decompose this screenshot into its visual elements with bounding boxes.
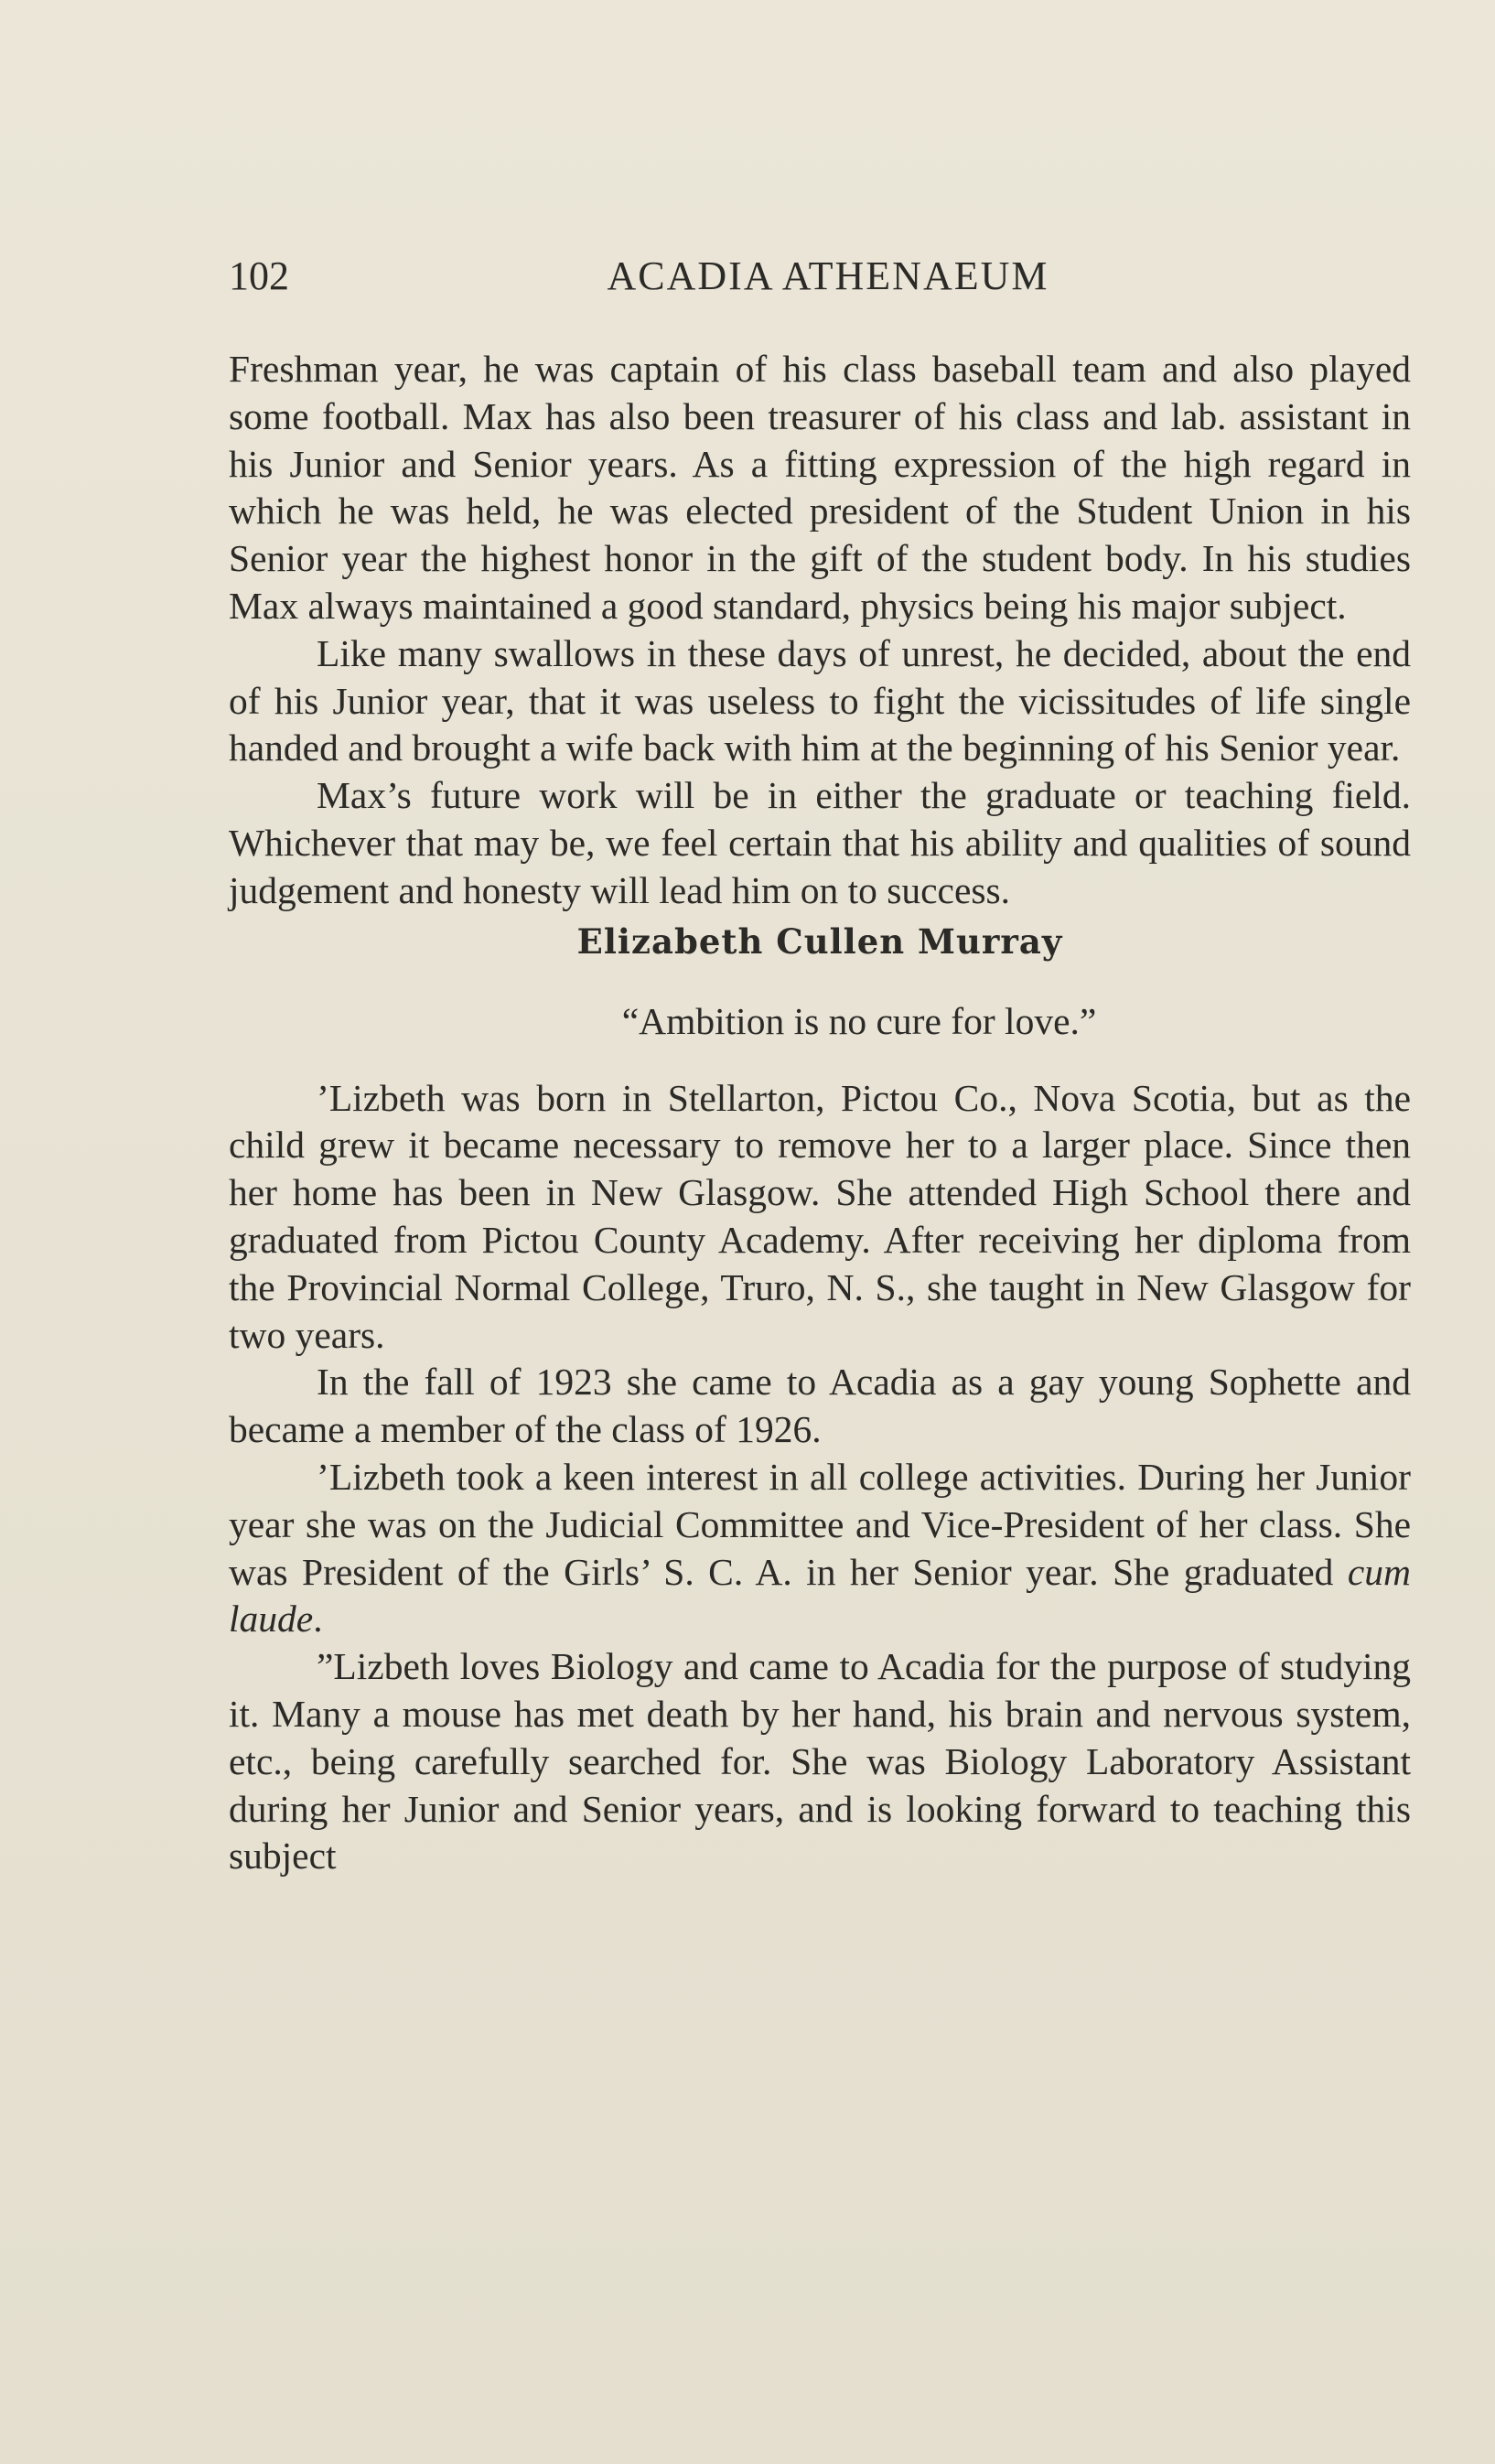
running-title: ACADIA ATHENAEUM xyxy=(607,253,1049,298)
epigraph: “Ambition is no cure for love.” xyxy=(621,999,1097,1042)
page-header xyxy=(229,249,1409,304)
body-text xyxy=(229,346,1411,1880)
paragraph: ’Lizbeth was born in Stellarton, Pictou Co., Nova Scotia, but as the child grew it became necessary to remove her to a larger place. Since then her home has been in New Glasgow. She attended High School there and graduated from Pictou County Academy. After receiving her diploma from the Provincial Normal College, Truro, N. S., she taught in New Glasgow for two years. xyxy=(229,1076,1411,1356)
page-number: 102 xyxy=(229,253,289,298)
paragraph: ’Lizbeth took a keen interest in all college activities. During her Junior year she was on the Judicial Committee and Vice-President of her class. She was President of the Girls’ S. C. A. in her Senior year. She graduated cum laude. xyxy=(229,1455,1411,1641)
paragraph: Freshman year, he was captain of his class baseball team and also played some football. Max has also been treasurer of his class and lab. assistant in his Junior and Senior years. As a fitting expression of the high regard in which he was held, he was elected president of the Student Union in his Senior year the highest honor in the gift of the student body. In his studies Max always maintained a good standard, physics being his major subject. xyxy=(229,348,1411,627)
italic-phrase: cum laude xyxy=(229,1550,1411,1641)
paragraph: In the fall of 1923 she came to Acadia as a gay young Sophette and became a member of the class of 1926. xyxy=(229,1361,1411,1451)
paragraph: ”Lizbeth loves Biology and came to Acadia for the purpose of studying it. Many a mouse has met death by her hand, his brain and nervous system, etc., being carefully searched for. She was Biology Laboratory Assistant during her Junior and Senior years, and is looking forward to teaching this subject xyxy=(229,1645,1411,1878)
section-title: Elizabeth Cullen Murray xyxy=(576,920,1063,962)
paragraph: Max’s future work will be in either the graduate or teaching field. Whichever that may be, we feel certain that his ability and qualities of sound judgement and honesty will lead him on to success. xyxy=(229,774,1411,911)
paragraph: Like many swallows in these days of unrest, he decided, about the end of his Junior year, that it was useless to fight the vicissitudes of life single handed and brought a wife back with him at the beginning of his Senior year. xyxy=(229,631,1411,769)
